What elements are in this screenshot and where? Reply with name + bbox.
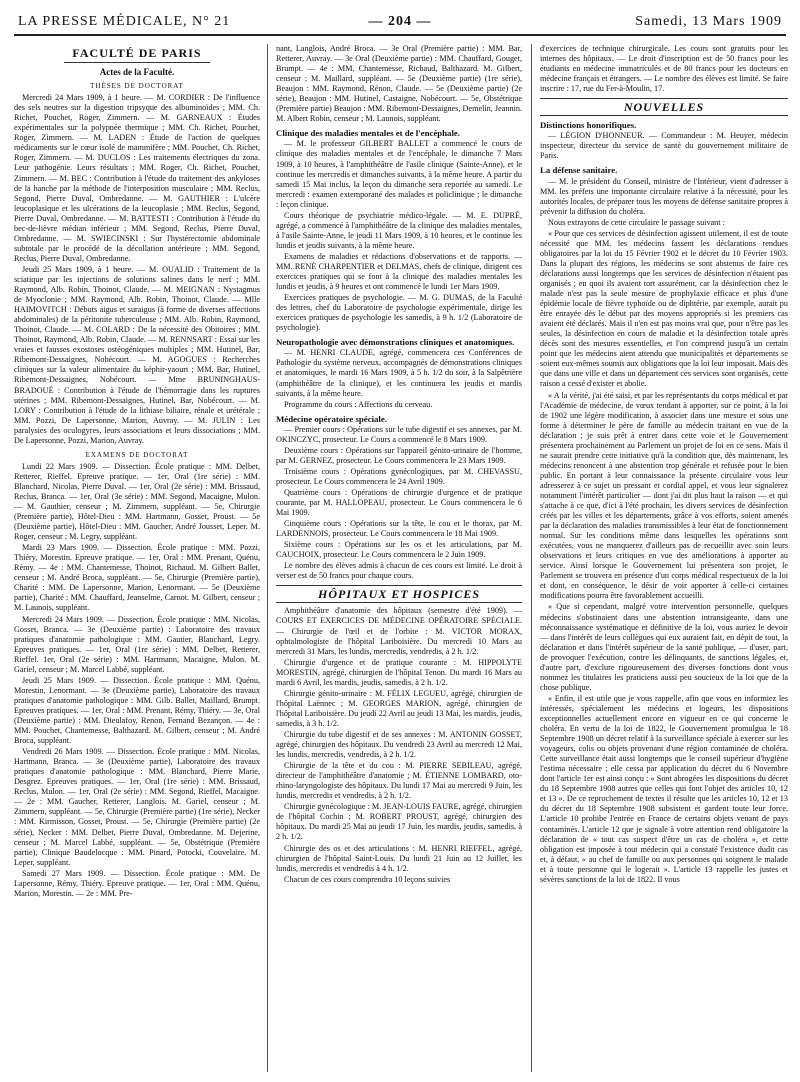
section-title-nouvelles: NOUVELLES xyxy=(540,98,788,116)
paragraph: — M. HENRI CLAUDE, agrégé, commencera ces Conférences de Pathologie du système nerveux, accompagnés de démonstrations cliniques et anatomiques, le mardi 16 Mars 1909, à 5 h. 1/2 du soir, à la Salpêtrière (amphithéâtre de la clinique), et les continuera les jeudis et mardis suivants, à la même heure. xyxy=(276,348,522,398)
column-1 xyxy=(14,44,260,1072)
paragraph: Programme du cours : Affections du cerveau. xyxy=(284,399,433,409)
section-title-faculte: FACULTÉ DE PARIS xyxy=(72,46,202,60)
paragraph: Chirurgie d'urgence et de pratique courante : M. HIPPOLYTE MORESTIN, agrégé, chirurgien de l'hôpital Tenon. Du mardi 16 Mars au mardi 6 Avril, les mardis, jeudis, samedis, à 2 h. 1/2. xyxy=(276,657,522,687)
paragraph: Lundi 22 Mars 1909. — Dissection. École pratique : MM. Delbet, Retterer, Rieffel. Epreuve pratique. — 1er, Oral (1re série) : MM. Blanchard, Nicolas, Pierre Duval. — 1er, Oral (2e série) : MM. Brissaud, Reclus, Branca. — 1er, Oral (3e série) : MM. Segond, Macaigne, Mulon. — M. Gauthier, censeur ; M. Zimmern, suppléant. — 5e, Chirurgie (Première partie), Hôtel-Dieu : MM. Hartmann, Gosset, Proust. — 5e (Deuxième partie), Hôtel-Dieu : MM. Gaucher, André Jousset, Leper. M. Roger, censeur ; M. Legry, suppléant. xyxy=(14,461,260,542)
paragraph: « Que si cependant, malgré votre intervention personnelle, quelques médecins s'obstinaient dans une abstention intransigeante, dans une méconnaissance systématique et définitive de la loi, vous auriez le devoir — dans l'intérêt de leurs collègues qui eux auraient fait, en dépit de tout, la déclaration et dans l'intérêt supérieur de la santé publique, — d'user, part, de provoquer l'exécution, contre les délinquants, de sanctions légales, et, d'autre part, d'exclure rigoureusement des diverses fonctions dont vous nommez les titulaires les praticiens aussi peu soucieux de la loi que de la chose publique. xyxy=(540,602,788,692)
heading-distinctions: Distinctions honorifiques. xyxy=(540,120,637,131)
column-rule xyxy=(267,44,268,1072)
paragraph: Mardi 23 Mars 1909. — Dissection. École pratique : MM. Pozzi, Thiéry, Morestin. Epreuve pratique. — 1er, Oral : MM. Prenant, Quénu, Rémy. — 4e : MM. Chantemesse, Thoinot, Richaud. M. Gilbert Ballet, censeur ; M. André Broca, suppléant. — 5e, Chirurgie (Première partie), Charité : MM. De Lapersonne, Marion, Lenormant. — 5e (Deuxième partie), Charité : MM. Chauffard, Jeanselme, Carnot. M. Gilbert, censeur ; M. Launois, suppléant. xyxy=(14,543,260,613)
paragraph: « A la vérité, j'ai été saisi, et par les représentants du corps médical et par l'Académie de médecine, de vœux tendant à apporter, sur ce point, à la loi de 1902 une légère modification, à associer dans une mesure et sous une forme à déterminer le père de famille au médecin traitant en vue de la déclaration ; je suis prêt à entrer dans cette voie et le Gouvernement présentera prochainement au Parlement un projet de loi en ce sens. Mais il ne saurait prendre cette initiative qu'à la condition que, dès maintenant, les médecins renoncent à une abstention trop générale et refusée pour le bien public. En portant à leur connaissance la présente circulaire vous leur adresserez à ce sujet un pressant et cordial appel, et vous leur signalerez notamment l'intérêt particulier — dont j'ai dit plus haut la raison — et qui s'attache à ce que, d'ici à l'été prochain, les divers services de désinfection créés par les villes et les départements, grâce à vos efforts, soient amenés par la déclaration des maladies transmissibles à leur état de fonctionnement normal. Sur les conditions même dans lesquelles les opérations sont exécutées, vous ne manquerez d'ailleurs pas de recueillir avec soin leurs observations et leurs critiques en vue des améliorations à apporter au service. Ainsi lorsque le Gouvernement lui présentera son projet, le Parlement se trouvera en présence d'un corps médical respectueux de la loi et dont, en conséquence, le désir de voir apporter à celle-ci certaines modifications pourra être favorablement accueilli. xyxy=(540,390,788,601)
paragraph: « Enfin, il est utile que je vous rappelle, afin que vous en informiez les intéressés, spécialement les médecins et logeurs, les dispositions exceptionnelles actuellement encore en vigueur en ce qui concerne le choléra. En vertu de la loi de 1822, le Gouvernement promulgua le 18 Septembre 1908 un décret relatif à la surveillance spéciale à exercer sur les voyageurs, colis ou objets provenant d'une région contaminée de choléra. Cette surveillance était aussi longtemps que le conseil supérieur d'hygiène l'estima nécessaire ; elle cessa par application du décret du 6 Novembre dont l'article 1er est ainsi conçu : « Sont abrogées les dispositions du décret du 18 Septembre 1908 autres que celles qui font l'objet des articles 10, 12 et 13 ». De ce reprochement de textes il résulte que les articles 10, 12 et 13 du décret du 18 Septembre 1908 subsistent et gardent toute leur force. L'article 10 prohibe l'entrée en France de certains objets venant de pays contaminés. L'article 12 que je signale à votre attention rend obligatoire la déclaration de « tout cas suspect d'être un cas de choléra », et cette obligation est imposée à tout médecin qui a constaté l'existence dudit cas et, à défaut, « au chef de famille ou aux personnes qui soignent le malade et à toute personne qui le logerait ». L'article 13 rappelle les justes et sévères sanctions de la loi de 1822. Il vous xyxy=(540,693,788,884)
paragraph: Examens de maladies et rédactions d'observations et de rapports. — MM. RENÉ CHARPENTIER et DELMAS, chefs de clinique, dirigent ces exercices pratiques qui se font à la clinique des maladies mentales les lundis et jeudis, à 9 heures et ont commencé le lundi 1er Mars 1909. xyxy=(276,251,522,292)
paragraph: « Pour que ces services de désinfection agissent utilement, il est de toute nécessité que MM. les médecins fassent les déclarations rendues obligatoires par la loi du 15 Février 1902 et le décret du 10 Février 1903. Dans la plupart des régions, les médecins se sont abstenus de faire ces déclarations aussi longtemps que les services de désinfection n'étaient pas organisés ; en quoi ils avaient tort assurément, car la désinfection chez le malade n'est pas la seule mesure de prophylaxie efficace et plus d'une épidémie locale de fièvre typhoïde ou de diphtérie, par exemple, aurait pu être enrayée dès le début par des moyens appropriés si les premiers cas avaient été déclarés. Mais il n'en est pas moins vrai que, pour n'être pas les seules, la désinfection en cours de maladie et la désinfection totale après décès sont des mesures essentielles, et l'on comprend jusqu'à un certain point que les médecins aient attendu que municipalités et départements se soient eux-mêmes soumis aux obligations que la loi leur imposait. Mais dès que dans une ville et dans un département ces services sont organisés, cette raison a cessé d'exister et abolie. xyxy=(540,228,788,389)
column-rule xyxy=(531,44,532,1072)
paragraph: Amphithéâtre d'anatomie des hôpitaux (semestre d'été 1909). — COURS ET EXERCICES DE MÉDECINE OPÉRATOIRE SPÉCIALE. — Chirurgie de l'œil et de l'orbite : M. VICTOR MORAX, ophtalmologiste de l'hôpital Lariboisière. Du mercredi 10 Mars au mercredi 31 Mars, les lundis, mercredis, vendredis, à 2 h. 1/2. xyxy=(276,606,522,656)
journal-title: LA PRESSE MÉDICALE, N° 21 xyxy=(18,14,231,29)
paragraph: — M. le président du Conseil, ministre de l'Intérieur, vient d'adresser à MM. les préfets une importante circulaire relative à la nécessité, pour les autorités locales, de préparer tous les moyens de défense sanitaire propres à prévenir la diffusion du choléra. xyxy=(540,176,788,216)
paragraph: Cours théorique de psychiatrie médico-légale. — M. E. DUPRÉ, agrégé, a commencé à l'amphithéâtre de la clinique des maladies mentales, à l'asile Sainte-Anne, le jeudi 11 Mars 1909, à 10 heures, et le continue les lundis et jeudis suivants, à la même heure. xyxy=(276,210,522,250)
paragraph: Chirurgie génito-urinaire : M. FÉLIX LEGUEU, agrégé, chirurgien de l'hôpital Laënnec ; M. GEORGES MARION, agrégé, chirurgien de l'hôpital Lariboisière. Du jeudi 22 Avril au jeudi 13 Mai, les mardis, jeudis, samedis, à 3 h. 1/2. xyxy=(276,688,522,728)
paragraph: Chirurgie des os et des articulations : M. HENRI RIEFFEL, agrégé, chirurgien de l'hôpital Saint-Louis. Du lundi 21 Juin au 12 Juillet, les lundis, mercredis et vendredis à 4 h. 1/2. xyxy=(276,843,522,873)
paragraph: Jeudi 25 Mars 1909. — Dissection. École pratique : MM. Quénu, Morestin, Lenormant. — 3e (Deuxième partie), Laboratoire des travaux pratiques d'anatomie pathologique : MM. Gilb. Ballet, Maillard, Brumpt. Epreuves pratiques. — 1er, Oral : MM. Prenant, Rémy, Thiéry. — 3e, Oral (Deuxième partie) : MM. Dieulafoy, Renon, Fernand Bezançon. — 4e : MM. Pouchet, Chantemesse, Balthazard. M. Gilbert, censeur ; M. André Broca, suppléant. xyxy=(14,675,260,746)
heading-neuropathologie: Neuropathologie avec démonstrations cliniques et anatomiques. xyxy=(276,337,515,348)
paragraph: Mercredi 24 Mars 1909. — Dissection. École pratique : MM. Nicolas, Gosset, Branca. — 3e (Deuxième partie) : Laboratoire des travaux pratiques d'anatomie pathologique : MM. Gautier, Blanchard, Legry. Epreuves pratiques. — 1er, Oral (1re série) : MM. Delbet, Retterer, Rieffel. 1er, Oral (2e série) : MM. Hartmann, Macaigne, Mulon. M. Gariel, censeur ; M. Marcel Labbé, suppléant. xyxy=(14,614,260,674)
heading-clinique: Clinique des maladies mentales et de l'encéphale. xyxy=(276,128,460,139)
paragraph: Mercredi 24 Mars 1909, à 1 heure. — M. CORDIER : De l'influence des sels neutres sur la digestion tripsyque des albuminoïdes ; MM. Ch. Richet, Pouchet, Roger, Zimmern. — M. GARNEAUX : Études expérimentales sur la polypnée thermique ; MM. Ch. Richet, Pouchet, Roger, Zimmern. — M. LADEN : Étude de l'action de quelques médicaments sur le cœur isolé de mammifère ; MM. Pouchet, Ch. Richet, Roger, Zimmern. — M. DUCLOS : Les traitements électriques du zona. Leur pathogénie. Leurs résultats ; MM. Roger, Ch. Richet, Pouchet, Zimmern. — M. BEC : Contribution à l'étude du traitement des ankyloses de la hanche par la méthode de l'interposition musculaire ; MM. Reclus, Segond, Pierre Duval, Ombredanne. — M. GAUTHIER : L'ulcère leucoplasique et les ulcérations de la leucoplasie ; MM. Reclus, Segond, Pierre Duval, Ombredanne. — M. BATTESTI : Contribution à l'étude du bec-de-lièvre médian inférieur ; MM. Segond, Reclus, Pierre Duval, Ombredanne. — M. SWIECINSKI : Sur l'hystérectomie abdominale subtotale par le procédé de la décollation antérieure ; MM. Segond, Reclus, Pierre Duval, Ombredanne. xyxy=(14,93,260,263)
divider xyxy=(64,62,210,63)
paragraph: — Premier cours : Opérations sur le tube digestif et ses annexes, par M. OKINCZYC, prosecteur. Le Cours a commencé le 8 Mars 1909. xyxy=(276,424,522,444)
paragraph: Deuxième cours : Opérations sur l'appareil génito-urinaire de l'homme, par M. GERNEZ, prosecteur. Le Cours commencera le 23 Mars 1909. xyxy=(276,445,522,465)
page-header xyxy=(14,12,786,36)
page-number: — 204 — xyxy=(368,14,432,29)
paragraph: Cinquième cours : Opérations sur la tête, le cou et le thorax, par M. LARDENNOIS, prosecteur. Le Cours commencera le 18 Mai 1909. xyxy=(276,519,522,539)
paragraph: Jeudi 25 Mars 1909, à 1 heure. — M. OUALID : Traitement de la sciatique par les injections de solutions salines dans le nerf ; MM. Raymond, Alb. Robin, Thoinot, Claude. — M. MEIGNAN : Nystagmus de Myoclonie ; MM. Raymond, Alb. Robin, Thoinot, Claude. — Mlle HAIMOVITCH : Débuts aigus et suraigus (à forme de diverses affections abdominales) de la péritonite tuberculeuse ; MM. Alb. Robin, Raymond, Thoinot, Claude. — M. COLARD : De la nécessité des Obitoires ; MM. Thoinot, Raymond, Alb. Robin, Claude. — M. RENNSART : Essai sur les vraies et fausses exostoses ostéogéniques multiples ; MM. Hutinel, Bar, Ribemont-Dessaignes, Nobécourt. — M. AGOGUES : Recherches cliniques sur la valeur alimentaire du képhir-yaourt ; MM. Bar, Hutinel, Ribemont-Dessaignes, Nobécourt. — Mme BRUNINGHAUS-BRADOUÉ : Contribution à l'étude de l'hémorragie dans les ruptures utérines ; MM. Ribemont-Dessaignes, Hutinel, Bar, Nobécourt. — M. LORY : Contribution à l'étude de la lithiase biliaire, rénale et urétérale ; MM. Pozzi, De Lapersonne, Marion, Auvray. — M. JULIN : Les paralysies des oculogyres, leurs associations et leurs dissociations ; MM. De Lapersonne, Pozzi, Marion, Auvray. xyxy=(14,264,260,445)
paragraph: nant, Langlois, André Broca. — 3e Oral (Première partie) : MM. Bar, Retterer, Auvray. — 3e Oral (Deuxième partie) : MM. Chauffard, Gouget, Brumpt. — 4e : MM. Chantemesse, Richaud, Balthazard. M. Gilbert, censeur ; M. Maillard, suppléant. — 5e (Deuxième partie) (1re série), Beaujon : MM. Raymond, Rénon, Claude. — 5e (Deuxième partie) (2e série), Beaujon : MM. Hutinel, Castaigne, Nobécourt. — 5e, Obstétrique (Première partie) Beaujon : MM. Ribemont-Dessaignes, Demelin, Jeannin. M. Albert Robin, censeur ; M. Launois, suppléant. xyxy=(276,44,522,124)
paragraph: Nous extrayons de cette circulaire le passage suivant : xyxy=(548,217,725,227)
paragraph: — LÉGION D'HONNEUR. — Commandeur : M. Heuyer, médecin inspecteur, directeur du service de santé du gouvernement militaire de Paris. xyxy=(540,131,788,161)
paragraph: Chacun de ces cours comprendra 10 leçons suivies xyxy=(284,874,451,884)
paragraph: Chirurgie de la tête et du cou : M. PIERRE SEBILEAU, agrégé, directeur de l'amphithéâtre d'anatomie ; M. ÉTIENNE LOMBARD, oto-rhino-laryngologiste des hôpitaux. Du lundi 17 Mai au mercredi 9 Juin, les lundis, mercredis et vendredis, à 2 h. 1/2. xyxy=(276,761,522,801)
paragraph: d'exercices de technique chirurgicale. Les cours sont gratuits pour les internes des hôpitaux. — Le droit d'inscription est de 50 francs pour les étudiants en médecine immatriculés et de 80 francs pour les docteurs en médecine français et étrangers. — Le nombre des élèves est limité. Se faire inscrire : 17, rue du Fer-à-Moulin, 17. xyxy=(540,44,788,94)
subsection-title: Actes de la Faculté. xyxy=(99,67,175,78)
theses-heading: THÈSES DE DOCTORAT xyxy=(90,82,184,91)
issue-date: Samedi, 13 Mars 1909 xyxy=(635,14,782,29)
paragraph: Troisième cours : Opérations gynécologiques, par M. CHEVASSU, prosecteur. Le Cours commencera le 24 Avril 1909. xyxy=(276,466,522,486)
paragraph: Vendredi 26 Mars 1909. — Dissection. École pratique : MM. Nicolas, Hartmann, Branca. — 3e (Deuxième partie), Laboratoire des travaux pratiques d'anatomie pathologique : MM. Blanchard, Pierre Marie, Desgrez. Epreuves pratiques. — 1er, Oral (1re série) : MM. Brissaud, Reclus, Mulon. — 1er, Oral (2e série) : MM. Segond, Rieffel, Macaigne. — 2e : MM. Gaucher, Retterer, Langlois. M. Gariel, censeur ; M. Zimmern, suppléant. — 5e, Chirurgie (Première partie) (1re série), Necker : MM. Kirmisson, Gosset, Proust. — 5e, Chirurgie (Première partie) (2e série), Necker : MM. Delbet, Pierre Duval, Ombredanne. M. Dejerine, censeur ; M. Marcel Labbé, suppléant. — 5e, Obstétrique (Première partie), Clinique Baudelocque : MM. Pinard, Potocki, Couvelaire. M. Leper, suppléant. xyxy=(14,747,260,867)
paragraph: — M. le professeur GILBERT BALLET a commencé le cours de clinique des maladies mentales et de l'encéphale, le dimanche 7 Mars 1909, à 10 heures, à l'amphithéâtre de l'asile clinique (Sainte-Anne), et le continue les mercredis et dimanches suivants, à la même heure. A partir du samedi 15 Mai inclus, la leçon du dimanche sera reportée au samedi. Le mercredi : examen extemporané des malades et policlinique ; le dimanche : leçon clinique. xyxy=(276,139,522,209)
paragraph: Le nombre des élèves admis à chacun de ces cours est limité. Le droit à verser est de 50 francs pour chaque cours. xyxy=(276,561,522,581)
column-3 xyxy=(540,44,788,1072)
paragraph: Quatrième cours : Opérations de chirurgie d'urgence et de pratique courante, par M. HALLOPEAU, prosecteur. Le Cours commencera le 6 Mai 1909. xyxy=(276,487,522,518)
heading-medecine-operatoire: Médecine opératoire spéciale. xyxy=(276,413,387,424)
column-2 xyxy=(276,44,522,1072)
section-title-hopitaux: HÔPITAUX ET HOSPICES xyxy=(276,585,522,603)
heading-defense-sanitaire: La défense sanitaire. xyxy=(540,165,618,176)
examens-heading: EXAMENS DE DOCTORAT xyxy=(85,450,189,459)
paragraph: Exercices pratiques de psychologie. — M. G. DUMAS, de la Faculté des lettres, chef du Laboratoire de psychologie expérimentale, dirige les exercices pratiques de psychologie les samedis, à 9 h. 1/2 (Laboratoire de psychologie). xyxy=(276,293,522,333)
paragraph: Chirurgie du tube digestif et de ses annexes : M. ANTONIN GOSSET, agrégé, chirurgien des hôpitaux. Du vendredi 23 Avril au mercredi 12 Mai, les lundis, mercredis, vendredis, à 2 h. 1/2. xyxy=(276,730,522,760)
paragraph: Samedi 27 Mars 1909. — Dissection. École pratique : MM. De Lapersonne, Rémy, Thiéry. Epreuve pratique. — 1er, Oral : MM. Quénu, Marion, Morestin. — 2e : MM. Pre- xyxy=(14,868,260,898)
paragraph: Chirurgie gynécologique : M. JEAN-LOUIS FAURE, agrégé, chirurgien de l'hôpital Cochin ; M. ROBERT PROUST, agrégé, chirurgien des hôpitaux. Du mardi 25 Mai au jeudi 17 Juin, les mardis, jeudis, samedis, à 2 h. 1/2. xyxy=(276,802,522,842)
paragraph: Sixième cours : Opérations sur les os et les articulations, par M. CAUCHOIX, prosecteur. Le Cours commencera le 2 Juin 1909. xyxy=(276,540,522,560)
